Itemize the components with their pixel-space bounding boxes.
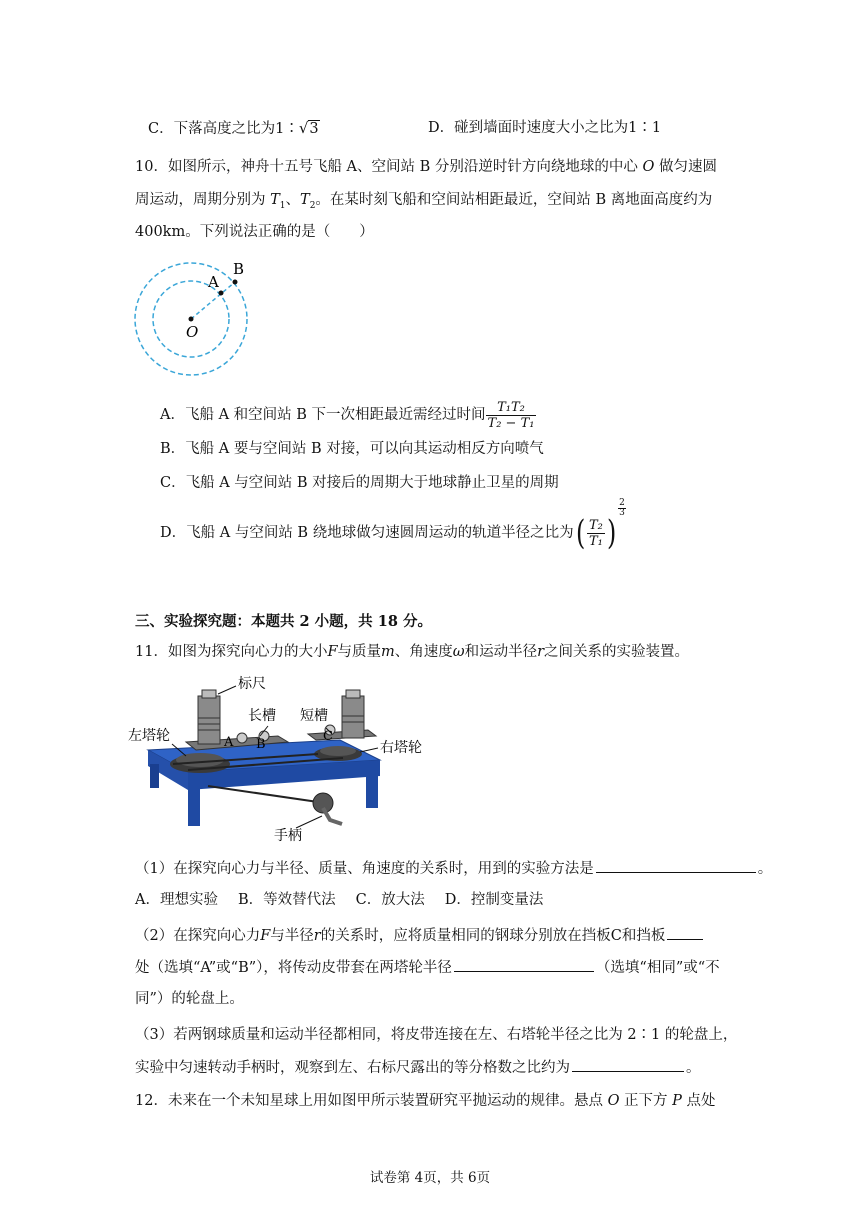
q10-option-b: B．飞船 A 要与空间站 B 对接，可以向其运动相反方向喷气 xyxy=(160,441,544,457)
q11-part2-line1: （2）在探究向心力F与半径r的关系时，应将质量相同的钢球分别放在挡板C和挡板 xyxy=(135,925,705,946)
left-ruler xyxy=(202,690,216,698)
label-b: B xyxy=(233,260,245,278)
q11-part2-line3: 同”）的轮盘上。 xyxy=(135,991,244,1007)
ball-a xyxy=(237,733,247,743)
choice-b: B．等效替代法 xyxy=(237,892,336,908)
section-title: 三、实验探究题：本题共 2 小题，共 18 分。 xyxy=(135,613,432,630)
answer-blank-1[interactable] xyxy=(596,858,756,873)
q11-intro: 11．如图为探究向心力的大小F与质量m、角速度ω和运动半径r之间关系的实验装置。 xyxy=(135,644,690,660)
label-short-slot: 短槽 xyxy=(300,708,328,724)
answer-blank-4[interactable] xyxy=(572,1057,684,1072)
label-a: A xyxy=(208,273,219,291)
label-b: B xyxy=(256,737,266,752)
answer-blank-3[interactable] xyxy=(454,957,594,972)
orbit-diagram xyxy=(130,255,255,380)
q11-choices xyxy=(135,890,543,910)
exponent-d: $\frac{2}{3}$ xyxy=(619,498,625,518)
label-long-slot: 长槽 xyxy=(248,708,276,724)
centripetal-apparatus xyxy=(128,668,438,846)
label-handle: 手柄 xyxy=(274,828,302,844)
point-a xyxy=(219,291,224,296)
right-column xyxy=(342,696,364,738)
label-a: A xyxy=(224,735,234,750)
q10-stem-line2: 周运动，周期分别为 $T_1$、$T_2$。在某时刻飞船和空间站相距最近，空间站 B 离地面高度约为 xyxy=(135,192,713,211)
right-wheel-top xyxy=(320,746,356,756)
fraction-d: $\frac{\text{T₂}}{\text{T₁}}$ xyxy=(588,517,603,549)
q10-option-c: C．飞船 A 与空间站 B 对接后的周期大于地球静止卫星的周期 xyxy=(160,475,559,491)
choice-d: D．控制变量法 xyxy=(444,892,544,908)
label-c: C xyxy=(323,729,333,744)
point-b xyxy=(233,280,238,285)
fraction-a: $\frac{\text{T₁T₂}}{\text{T₂ − T₁}}$ xyxy=(487,399,535,431)
center-o xyxy=(189,317,194,322)
right-ruler xyxy=(346,690,360,698)
q11-part3-line2: 实验中匀速转动手柄时，观察到左、右标尺露出的等分格数之比约为 。 xyxy=(135,1057,701,1078)
handle-crank xyxy=(323,808,342,824)
label-right-wheel: 右塔轮 xyxy=(380,740,422,756)
label-ruler: 标尺 xyxy=(238,676,266,692)
table-leg xyxy=(366,772,378,808)
page-footer: 试卷第 4页，共 6页 xyxy=(369,1170,491,1186)
q9-option-d: D．碰到墙面时速度大小之比为1∶1 xyxy=(428,120,662,136)
label-o: O xyxy=(186,323,199,341)
q11-part3-line1: （3）若两钢球质量和运动半径都相同，将皮带连接在左、右塔轮半径之比为 2∶1 的轮盘上， xyxy=(135,1027,738,1043)
q9-option-c: C．下落高度之比为1∶√3 xyxy=(148,119,319,137)
q10-option-a: A．飞船 A 和空间站 B 下一次相距最近需经过时间 $\frac{\text{T₁T₂}}{\text{T₂ − T₁}}$ xyxy=(160,399,535,431)
q10-stem-line1: 10．如图所示，神舟十五号飞船 A、空间站 B 分别沿逆时针方向绕地球的中心 O 做匀速圆 xyxy=(135,159,718,175)
q10-stem-line3: 400km。下列说法正确的是（ ） xyxy=(135,224,374,240)
q10-option-d: D．飞船 A 与空间站 B 绕地球做匀速圆周运动的轨道半径之比为( $\frac{\text{T₂}}{\text{T₁}}$ ) $\frac{2}{3}$ xyxy=(160,498,625,553)
choice-c: C．放大法 xyxy=(355,892,425,908)
left-column xyxy=(198,696,220,744)
q12-stem: 12．未来在一个未知星球上用如图甲所示装置研究平抛运动的规律。悬点 O 正下方 P 点处 xyxy=(135,1093,716,1109)
lower-belt xyxy=(208,786,318,802)
answer-blank-2[interactable] xyxy=(667,925,703,940)
q11-part2-line2: 处（选填“A”或“B”），将传动皮带套在两塔轮半径 （选填“相同”或“不 xyxy=(135,957,720,978)
choice-a: A．理想实验 xyxy=(135,892,218,908)
table-leg xyxy=(150,764,159,788)
label-left-wheel: 左塔轮 xyxy=(128,728,170,744)
q11-part1: （1）在探究向心力与半径、质量、角速度的关系时，用到的实验方法是 。 xyxy=(135,858,772,879)
table-leg xyxy=(188,786,200,826)
